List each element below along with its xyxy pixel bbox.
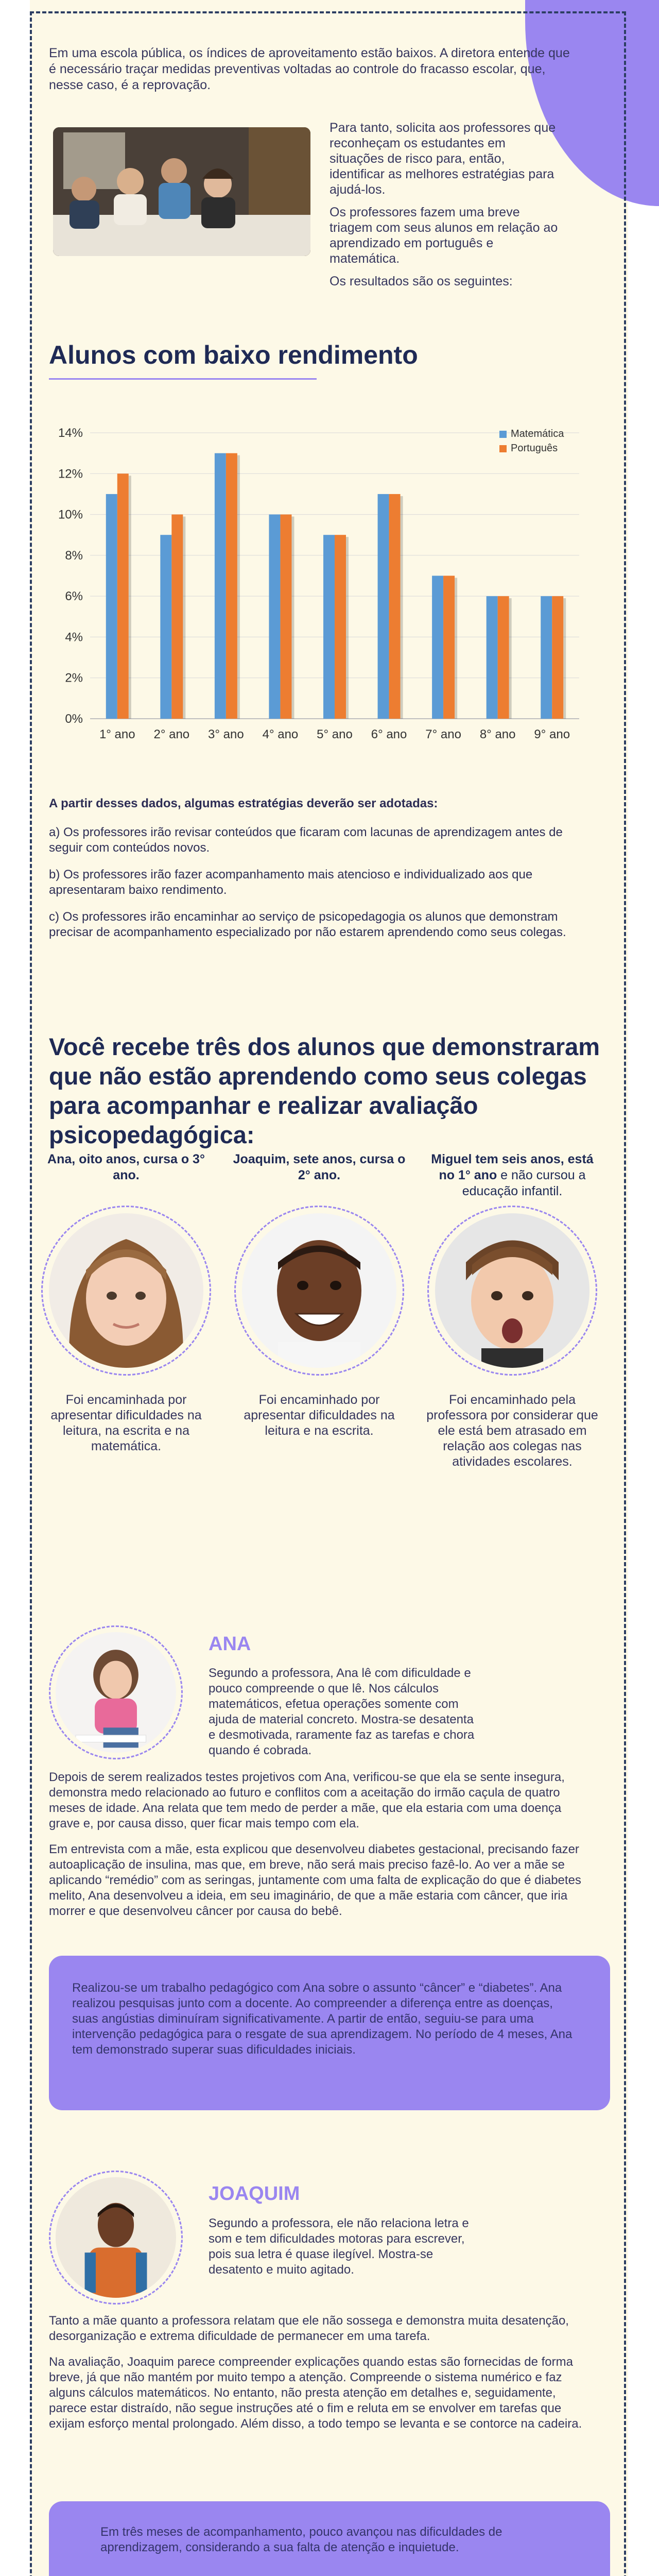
- bar-shadow: [291, 517, 294, 719]
- chart-svg: [49, 407, 610, 757]
- y-tick-label: 0%: [65, 712, 83, 726]
- case-paragraph: Depois de serem realizados testes projetivos com Ana, verificou-se que ela se sente insegura, demonstra medo relacionado ao futuro e conflitos com a aceitação do irmão caçula de quatro meses de idade. Ana relata que tem medo de perder a mãe, que ela estaria com uma doença grave e, por causa disso, quer ficar mais tempo com ela.: [49, 1770, 565, 1831]
- y-tick-label: 2%: [65, 671, 83, 685]
- student-photo-joaquim: [242, 1213, 396, 1368]
- legend-swatch: [499, 431, 507, 438]
- student-card-miguel: [425, 1151, 600, 1469]
- intro-side-paragraph-3: Os resultados são os seguintes:: [330, 274, 513, 289]
- bar-português: [498, 596, 509, 719]
- case-photo-joaquim: [56, 2177, 176, 2298]
- students-heading: Você recebe três dos alunos que demonstraram que não estão aprendendo como seus colegas para acompanhar e realizar avaliação psicopedagógica:: [49, 1033, 600, 1148]
- bar-shadow: [455, 578, 457, 719]
- y-tick-label: 12%: [58, 467, 83, 481]
- student-title: [39, 1151, 214, 1206]
- y-tick-label: 10%: [58, 507, 83, 522]
- y-tick-label: 8%: [65, 548, 83, 563]
- intro-side-paragraph-2: Os professores fazem uma breve triagem com seus alunos em relação ao aprendizado em português e matemática.: [330, 205, 558, 266]
- intro-side-paragraph-1: Para tanto, solicita aos professores que reconheçam os estudantes em situações de risco para, então, identificar as melhores estratégias para ajudá-los.: [330, 121, 556, 197]
- teacher-meeting-photo: [53, 127, 310, 256]
- bar-matemática: [215, 453, 226, 719]
- callout-text: Realizou-se um trabalho pedagógico com Ana sobre o assunto “câncer” e “diabetes”. Ana realizou pesquisas junto com a docente. Ao compreender a diferença entre as doenças, suas angústias diminuíram significativamente. A partir de então, seguiu-se para uma intervenção pedagógica para o resgate de sua aprendizagem. No período de 4 meses, Ana tem demonstrado superar suas dificuldades iniciais.: [72, 1981, 573, 2057]
- student-title-bold: Miguel tem seis anos, está no 1° ano: [431, 1152, 594, 1182]
- student-title: [425, 1151, 600, 1206]
- bar-shadow: [563, 598, 566, 719]
- bar-matemática: [487, 596, 498, 719]
- case-body-ana: [49, 1770, 595, 1929]
- bar-matemática: [160, 535, 171, 719]
- case-photo-ana: [56, 1632, 176, 1753]
- bar-shadow: [237, 455, 240, 719]
- strategy-c: c) Os professores irão encaminhar ao serviço de psicopedagogia os alunos que demonstram precisar de acompanhamento especializado por não estarem aprendendo como seus colegas.: [49, 910, 566, 939]
- student-photo-ana: [49, 1213, 203, 1368]
- student-photo-frame: [427, 1206, 597, 1376]
- bar-chart: [49, 407, 610, 757]
- strategies-lead: A partir desses dados, algumas estratégias deverão ser adotadas:: [49, 796, 438, 810]
- bar-português: [552, 596, 563, 719]
- student-card-ana: [39, 1151, 214, 1454]
- bar-português: [226, 453, 237, 719]
- student-card-joaquim: [232, 1151, 407, 1438]
- intro-paragraph: Em uma escola pública, os índices de aproveitamento estão baixos. A diretora entende que é necessário traçar medidas preventivas voltadas ao controle do fracasso escolar, que, nesse caso, é a reprovação.: [49, 46, 570, 92]
- callout-joaquim: [49, 2501, 610, 2576]
- y-tick-label: 14%: [58, 426, 83, 440]
- x-tick-label: 8° ano: [479, 727, 516, 741]
- bar-português: [443, 576, 455, 719]
- section-title: Alunos com baixo rendimento: [49, 341, 418, 369]
- bar-shadow: [129, 476, 131, 719]
- student-title-bold: Joaquim, sete anos, cursa o 2° ano.: [233, 1152, 406, 1182]
- x-tick-label: 7° ano: [425, 727, 461, 741]
- bar-matemática: [432, 576, 443, 719]
- x-tick-label: 4° ano: [262, 727, 299, 741]
- case-name-joaquim: JOAQUIM: [209, 2183, 300, 2205]
- x-tick-label: 1° ano: [99, 727, 135, 741]
- case-body-joaquim: [49, 2313, 595, 2442]
- student-photo-frame: [234, 1206, 404, 1376]
- strategy-a: a) Os professores irão revisar conteúdos que ficaram com lacunas de aprendizagem antes de seguir com conteúdos novos.: [49, 825, 563, 855]
- case-photo-frame: [49, 1625, 183, 1759]
- case-photo-frame: [49, 2171, 183, 2304]
- x-tick-label: 6° ano: [371, 727, 407, 741]
- bar-matemática: [323, 535, 335, 719]
- intro-side-text: [330, 120, 561, 296]
- bar-matemática: [269, 515, 280, 719]
- case-name-ana: ANA: [209, 1633, 251, 1655]
- bar-português: [117, 473, 129, 719]
- y-tick-label: 4%: [65, 630, 83, 645]
- bar-português: [335, 535, 346, 719]
- student-title-bold: Ana, oito anos, cursa o 3° ano.: [47, 1152, 205, 1182]
- bar-português: [280, 515, 291, 719]
- student-description: Foi encaminhado pela professora por considerar que ele está bem atrasado em relação aos colegas nas atividades escolares.: [426, 1393, 598, 1469]
- student-title-rest: e não cursou a educação infantil.: [462, 1168, 586, 1198]
- callout-ana: [49, 1956, 610, 2110]
- strategies-block: [49, 796, 595, 952]
- y-tick-label: 6%: [65, 589, 83, 604]
- case-intro-ana: Segundo a professora, Ana lê com dificuldade e pouco compreende o que lê. Nos cálculos matemáticos, efetua operações somente com ajuda de material concreto. Mostra-se desatenta e desmotivada, raramente faz as tarefas e chora quando é cobrada.: [209, 1666, 475, 1757]
- legend-label: Português: [511, 443, 558, 454]
- student-description: Foi encaminhada por apresentar dificuldades na leitura, na escrita e na matemática.: [50, 1393, 202, 1453]
- bar-shadow: [183, 517, 185, 719]
- student-photo-frame: [41, 1206, 211, 1376]
- strategy-b: b) Os professores irão fazer acompanhamento mais atencioso e individualizado aos que apresentaram baixo rendimento.: [49, 868, 533, 897]
- bar-matemática: [378, 494, 389, 719]
- bar-português: [389, 494, 401, 719]
- student-title: [232, 1151, 407, 1206]
- callout-text: Em três meses de acompanhamento, pouco avançou nas dificuldades de aprendizagem, considerando a sua falta de atenção e inquietude.: [100, 2525, 502, 2554]
- case-paragraph: Na avaliação, Joaquim parece compreender explicações quando estas são fornecidas de forma breve, já que não mantém por muito tempo a atenção. Compreende o sistema numérico e faz alguns cálculos matemáticos. No entanto, não presta atenção em detalhes e, seguidamente, parece estar distraído, não segue instruções até o fim e reluta em se envolver em tarefas que exijam esforço mental prolongado. Além disso, a todo tempo se levanta e se contorce na cadeira.: [49, 2355, 582, 2431]
- bar-matemática: [106, 494, 117, 719]
- student-photo-miguel: [435, 1213, 589, 1368]
- case-intro-joaquim: Segundo a professora, ele não relaciona letra e som e tem dificuldades motoras para escrever, pois sua letra é quase ilegível. Mostra-se desatento e muito agitado.: [209, 2216, 469, 2277]
- bar-matemática: [541, 596, 552, 719]
- bar-português: [171, 515, 183, 719]
- legend-swatch: [499, 445, 507, 452]
- x-tick-label: 5° ano: [317, 727, 353, 741]
- x-tick-label: 3° ano: [208, 727, 244, 741]
- x-tick-label: 2° ano: [153, 727, 190, 741]
- x-tick-label: 9° ano: [534, 727, 570, 741]
- case-paragraph: Em entrevista com a mãe, esta explicou que desenvolveu diabetes gestacional, precisando fazer autoaplicação de insulina, mas que, em breve, não será mais preciso fazê-lo. Ao ver a mãe se aplicando “remédio” com as seringas, juntamente com uma falta de explicação do que é diabetes melito, Ana desenvolveu a ideia, em seu imaginário, de que a mãe estaria com câncer, que iria morrer e que desenvolveu câncer por causa do bebê.: [49, 1842, 581, 1918]
- section-underline: [49, 378, 317, 380]
- bar-shadow: [509, 598, 512, 719]
- case-paragraph: Tanto a mãe quanto a professora relatam que ele não sossega e demonstra muita desatenção, desorganização e extrema dificuldade de permanecer em uma tarefa.: [49, 2314, 569, 2343]
- bar-shadow: [401, 496, 403, 719]
- bar-shadow: [346, 537, 349, 719]
- legend-label: Matemática: [511, 428, 564, 439]
- student-description: Foi encaminhado por apresentar dificuldades na leitura e na escrita.: [244, 1393, 395, 1438]
